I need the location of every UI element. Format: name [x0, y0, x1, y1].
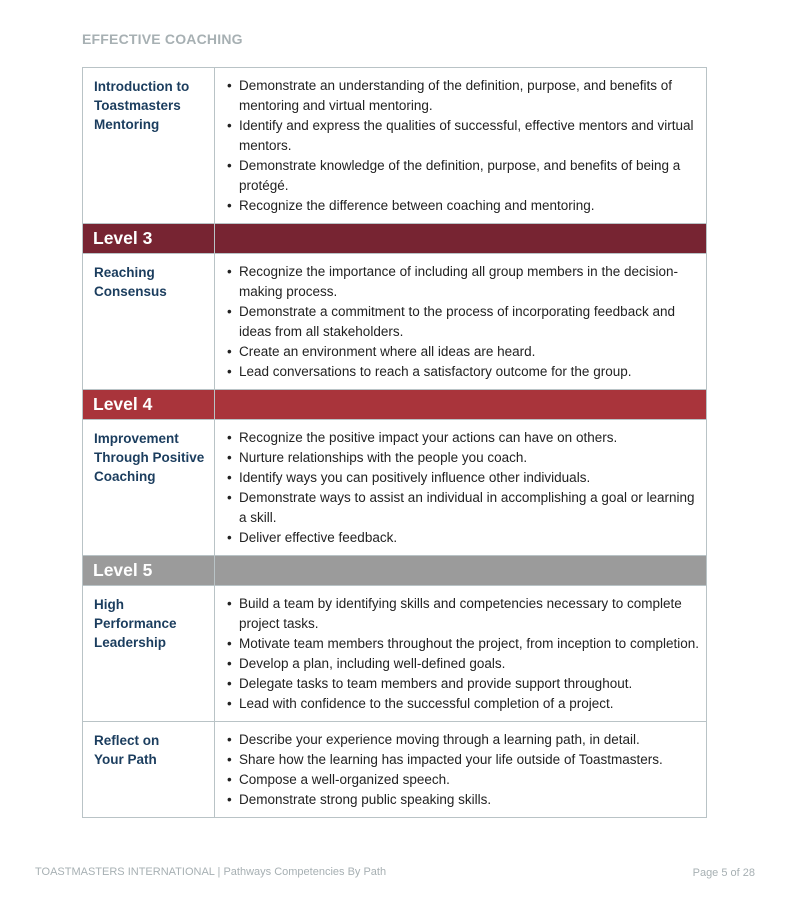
level-label: Level 5: [83, 556, 215, 586]
competency-list-cell: [215, 254, 707, 390]
project-name-line: Introduction to: [94, 79, 190, 94]
project-name-line: Toastmasters: [94, 98, 181, 113]
project-name-line: Through Positive: [94, 450, 205, 465]
project-name-line: Performance: [94, 616, 177, 631]
project-row: [83, 586, 707, 722]
project-name-line: Improvement: [94, 431, 179, 446]
project-name: [83, 420, 215, 556]
competency-item: • Recognize the importance of including all group members in the decision-making process.: [227, 262, 700, 302]
competency-item: • Nurture relationships with the people you coach.: [227, 448, 700, 468]
project-name-line: High: [94, 597, 124, 612]
competency-item: • Lead conversations to reach a satisfactory outcome for the group.: [227, 362, 700, 382]
competency-list: [227, 594, 700, 714]
competency-list: [227, 428, 700, 548]
competency-item: • Identify and express the qualities of successful, effective mentors and virtual mentors.: [227, 116, 700, 156]
project-name-line: Reaching: [94, 265, 155, 280]
level-label: Level 3: [83, 224, 215, 254]
project-name-line: Reflect on: [94, 733, 160, 748]
footer-publisher: TOASTMASTERS INTERNATIONAL | Pathways Competencies By Path: [35, 866, 387, 878]
project-name-line: Mentoring: [94, 117, 160, 132]
competency-list-cell: [215, 586, 707, 722]
project-row: [83, 420, 707, 556]
level-band: [215, 556, 707, 586]
competency-item: • Identify ways you can positively influence other individuals.: [227, 468, 700, 488]
footer-page-number: Page 5 of 28: [692, 867, 755, 879]
competency-item: • Compose a well-organized speech.: [227, 770, 700, 790]
competency-list-cell: [215, 68, 707, 224]
competency-item: • Delegate tasks to team members and provide support throughout.: [227, 674, 700, 694]
project-row: [83, 722, 707, 818]
level-header-row: [83, 556, 707, 586]
competency-item: • Demonstrate strong public speaking skills.: [227, 790, 700, 810]
level-label: Level 4: [83, 390, 215, 420]
project-name: [83, 254, 215, 390]
competency-item: • Recognize the difference between coaching and mentoring.: [227, 196, 700, 216]
competency-item: • Recognize the positive impact your actions can have on others.: [227, 428, 700, 448]
competency-list: [227, 730, 700, 810]
competency-item: • Describe your experience moving through a learning path, in detail.: [227, 730, 700, 750]
project-name: [83, 722, 215, 818]
competency-item: • Build a team by identifying skills and competencies necessary to complete project tasks.: [227, 594, 700, 634]
level-header-row: [83, 224, 707, 254]
competency-list: [227, 76, 700, 216]
competency-item: • Develop a plan, including well-defined goals.: [227, 654, 700, 674]
project-row: [83, 254, 707, 390]
project-name-line: Coaching: [94, 469, 156, 484]
project-name-line: Your Path: [94, 752, 157, 767]
competency-list-cell: [215, 722, 707, 818]
competency-item: • Demonstrate ways to assist an individual in accomplishing a goal or learning a skill.: [227, 488, 700, 528]
competency-item: • Create an environment where all ideas are heard.: [227, 342, 700, 362]
project-name-line: Leadership: [94, 635, 167, 650]
document-header-title: EFFECTIVE COACHING: [82, 31, 243, 47]
competency-item: • Demonstrate knowledge of the definition, purpose, and benefits of being a protégé.: [227, 156, 700, 196]
competency-item: • Lead with confidence to the successful completion of a project.: [227, 694, 700, 714]
competency-list: [227, 262, 700, 382]
competency-list-cell: [215, 420, 707, 556]
competency-item: • Demonstrate a commitment to the process of incorporating feedback and ideas from all stakeholders.: [227, 302, 700, 342]
project-name: [83, 586, 215, 722]
project-row: [83, 68, 707, 224]
level-band: [215, 390, 707, 420]
competency-item: • Demonstrate an understanding of the definition, purpose, and benefits of mentoring and virtual mentoring.: [227, 76, 700, 116]
competencies-table: [82, 67, 707, 818]
competency-item: • Motivate team members throughout the project, from inception to completion.: [227, 634, 700, 654]
project-name-line: Consensus: [94, 284, 167, 299]
level-header-row: [83, 390, 707, 420]
competency-item: • Share how the learning has impacted your life outside of Toastmasters.: [227, 750, 700, 770]
project-name: [83, 68, 215, 224]
level-band: [215, 224, 707, 254]
competency-item: • Deliver effective feedback.: [227, 528, 700, 548]
